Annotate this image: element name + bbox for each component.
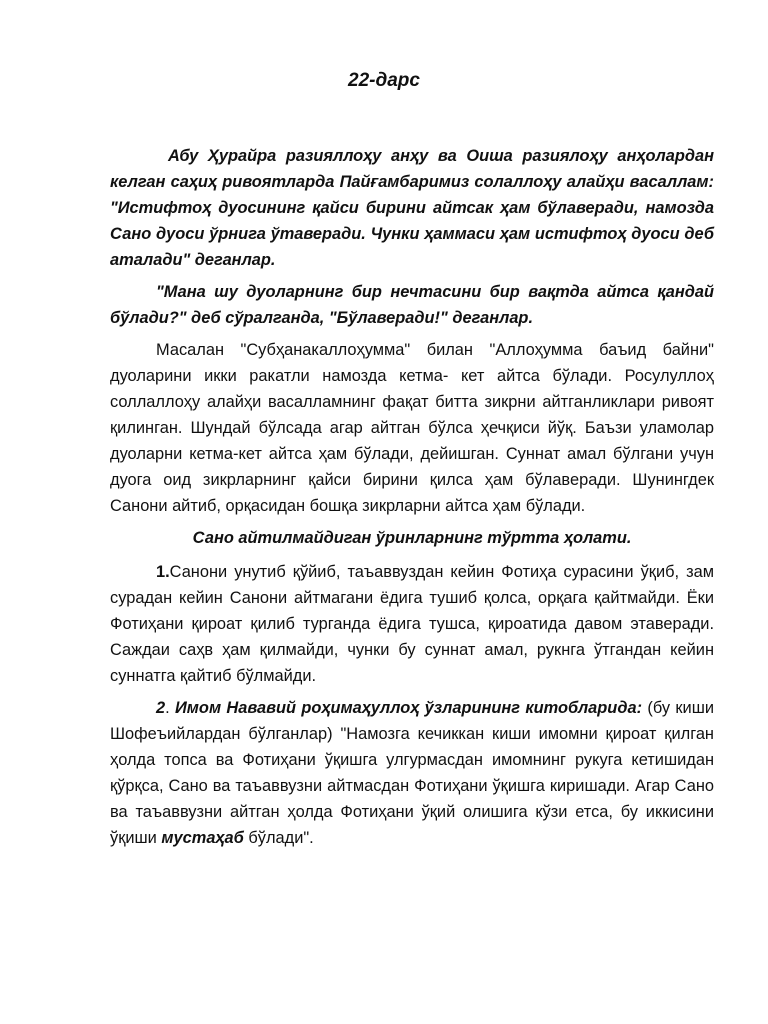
list-item-2-emphasis: мустаҳаб [161, 829, 244, 847]
list-item-1 [110, 559, 714, 689]
list-item-2 [110, 695, 714, 851]
list-item-1-text: Санони унутиб қўйиб, таъаввуздан кейин Фотиҳа сурасини ўқиб, зам сурадан кейин Санони айтмагани ёдига тушиб қолса, орқага қайтмайди. Ёки Фотиҳани қироат қилиб турганда ёдига тушса, қироатида давом этаверади. Саждаи саҳв ҳам қилмайди, чунки бу суннат амал, рукнга ўтгандан кейин суннатга қайтиб бўлмайди. [110, 563, 714, 685]
lesson-title: 22-дарс [348, 70, 420, 91]
section-heading: Сано айтилмайдиган ўринларнинг тўртта ҳолати. [192, 529, 632, 547]
list-item-2-number: 2 [156, 699, 166, 717]
list-item-2-text: (бу киши Шофеъийлардан бўлганлар) "Намозга кечиккан киши имомни қироат қилган ҳолда топса ва Фотиҳани ўқишга улгурмасдан имомнинг рукуга кетишидан қўрқса, Сано ва таъаввузни айтмасдан Фотиҳани ўқишга киришади. Агар Сано ва таъаввузни айтган ҳолда Фотиҳани ўқий олишига кўзи етса, бу иккисини ўқиши [110, 699, 715, 847]
paragraph-example: Масалан "Субҳанакаллоҳумма" билан "Аллоҳумма баъид байни" дуоларини икки ракатли намозда кетма- кет айтса бўлади. Росулуллоҳ соллаллоҳу алайҳи васалламнинг фақат битта зикрни айтганликлари ривоят қилинган. Шундай бўлсада агар айтган бўлса ҳечқиси йўқ. Баъзи уламолар дуоларни кетма-кет айтса ҳам бўлади, дейишган. Суннат амал бўлгани учун дуога оид зикрларнинг қайси бирини қилса ҳам бўлаверади. Шунингдек Санони айтиб, орқасидан бошқа зикрларни айтса ҳам бўлади. [110, 341, 714, 515]
paragraph-question: "Мана шу дуоларнинг бир нечтасини бир вақтда айтса қандай бўлади?" деб сўралганда, "Бўлаверади!" деганлар. [110, 283, 714, 327]
list-item-2-title: Имом Нававий роҳимаҳуллоҳ ўзларининг китобларида: [175, 699, 643, 717]
list-item-1-number: 1. [156, 563, 170, 581]
list-item-2-separator: . [165, 699, 176, 717]
document-body [110, 143, 714, 857]
list-item-2-end: бўлади". [243, 829, 314, 847]
paragraph-hadith-narration: Абу Ҳурайра разияллоҳу анҳу ва Оиша разиялоҳу анҳолардан келган саҳиҳ ривоятларда Пайғамбаримиз солаллоҳу алайҳи васаллам: "Истифтоҳ дуосининг қайси бирини айтсак ҳам бўлаверади, намозда Сано дуоси ўрнига ўтаверади. Чунки ҳаммаси ҳам истифтоҳ дуоси деб аталади" деганлар. [110, 147, 714, 269]
